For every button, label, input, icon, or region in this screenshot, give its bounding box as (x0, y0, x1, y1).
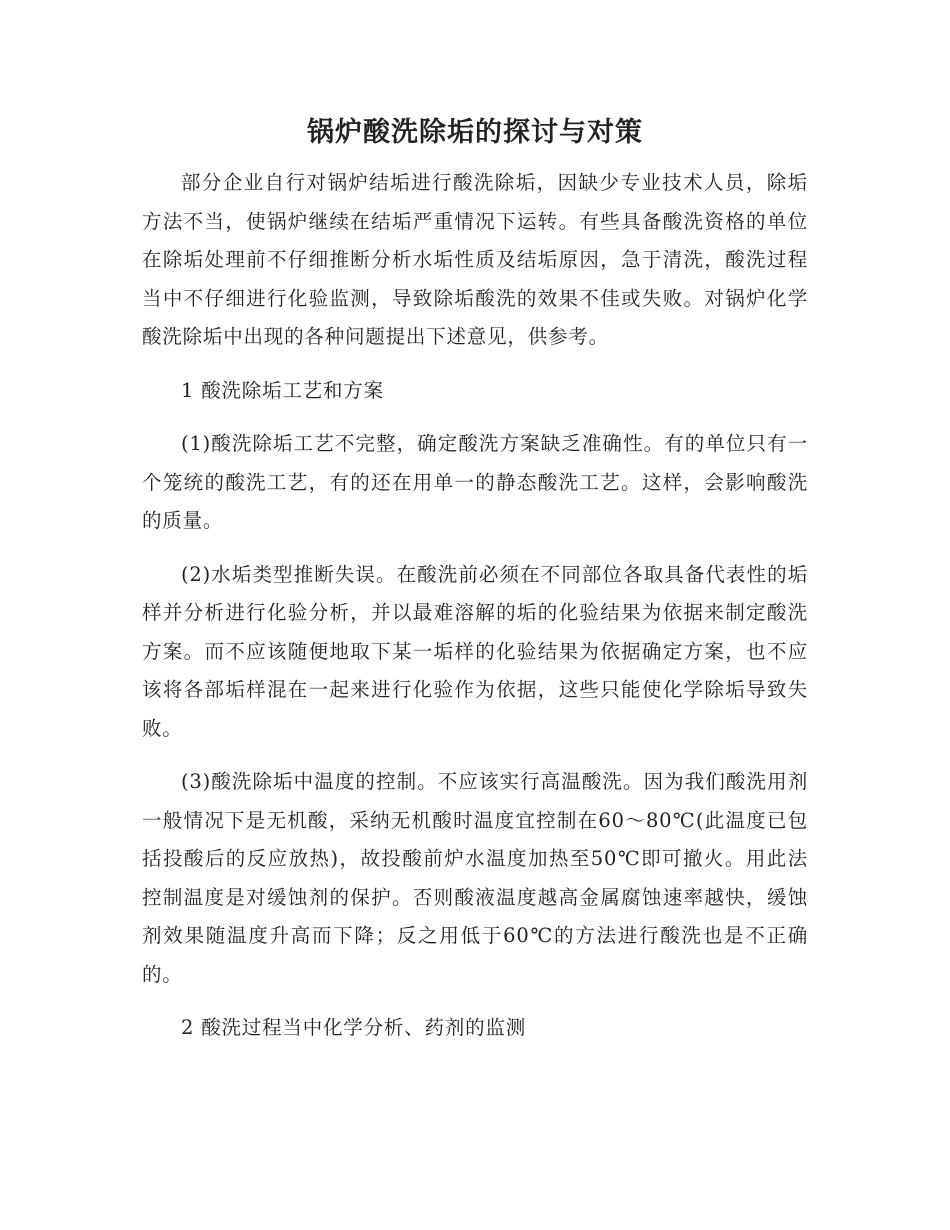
section-1-heading: 1 酸洗除垢工艺和方案 (181, 378, 384, 402)
item-2-paragraph: (2)水垢类型推断失误。在酸洗前必须在不同部位各取具备代表性的垢样并分析进行化验分析，并以最难溶解的垢的化验结果为依据来制定酸洗方案。而不应该随便地取下某一垢样的化验结果为依据确定方案，也不应该将各部垢样混在一起来进行化验作为依据，这些只能使化学除垢导致失败。 (142, 562, 808, 740)
item-3-paragraph: (3)酸洗除垢中温度的控制。不应该实行高温酸洗。因为我们酸洗用剂一般情况下是无机酸，采纳无机酸时温度宜控制在60～80℃(此温度已包括投酸后的反应放热)，故投酸前炉水温度加热至50℃即可撤火。用此法控制温度是对缓蚀剂的保护。否则酸液温度越高金属腐蚀速率越快，缓蚀剂效果随温度升高而下降；反之用低于60℃的方法进行酸洗也是不正确的。 (142, 770, 808, 986)
section-2-heading: 2 酸洗过程当中化学分析、药剂的监测 (181, 1016, 527, 1039)
document-title: 锅炉酸洗除垢的探讨与对策 (307, 117, 643, 148)
document-page (142, 108, 808, 1063)
intro-paragraph: 部分企业自行对锅炉结垢进行酸洗除垢，因缺少专业技术人员，除垢方法不当，使锅炉继续在结垢严重情况下运转。有些具备酸洗资格的单位在除垢处理前不仔细推断分析水垢性质及结垢原因，急于清洗，酸洗过程当中不仔细进行化验监测，导致除垢酸洗的效果不佳或失败。对锅炉化学酸洗除垢中出现的各种问题提出下述意见，供参考。 (142, 171, 808, 348)
item-1-paragraph: (1)酸洗除垢工艺不完整，确定酸洗方案缺乏准确性。有的单位只有一个笼统的酸洗工艺，有的还在用单一的静态酸洗工艺。这样，会影响酸洗的质量。 (142, 432, 808, 532)
